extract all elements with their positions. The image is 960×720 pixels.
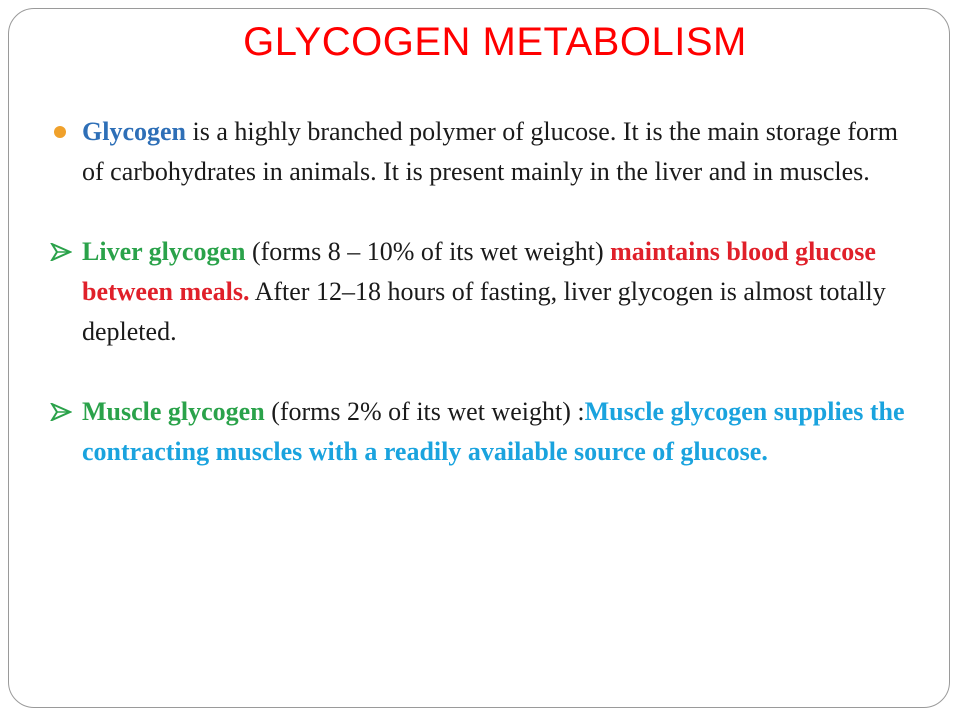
highlight-blood-glucose: maintains blood glucose between meals. — [82, 237, 876, 306]
paragraph-text: (forms 2% of its wet weight) : — [264, 397, 585, 426]
term-glycogen: Glycogen — [82, 117, 186, 146]
term-muscle-glycogen: Muscle glycogen — [82, 397, 265, 426]
paragraph-muscle-glycogen — [50, 392, 910, 472]
highlight-muscle-supply: Muscle glycogen supplies the contracting muscles with a readily available source of glucose. — [82, 397, 905, 466]
paragraph-glycogen — [50, 112, 910, 192]
arrow-bullet-icon — [50, 403, 72, 421]
paragraph-liver-glycogen — [50, 232, 910, 352]
round-bullet-icon — [54, 126, 66, 138]
paragraph-text: is a highly branched polymer of glucose. It is the main storage form of carbohydrates in animals. It is present mainly in the liver and in muscles. — [82, 117, 898, 186]
slide-content — [50, 112, 910, 472]
term-liver-glycogen: Liver glycogen — [82, 237, 246, 266]
arrow-bullet-icon — [50, 243, 72, 261]
paragraph-text: After 12–18 hours of fasting, liver glycogen is almost totally depleted. — [82, 277, 886, 346]
slide-title: GLYCOGEN METABOLISM — [243, 20, 747, 64]
paragraph-text: (forms 8 – 10% of its wet weight) — [245, 237, 611, 266]
